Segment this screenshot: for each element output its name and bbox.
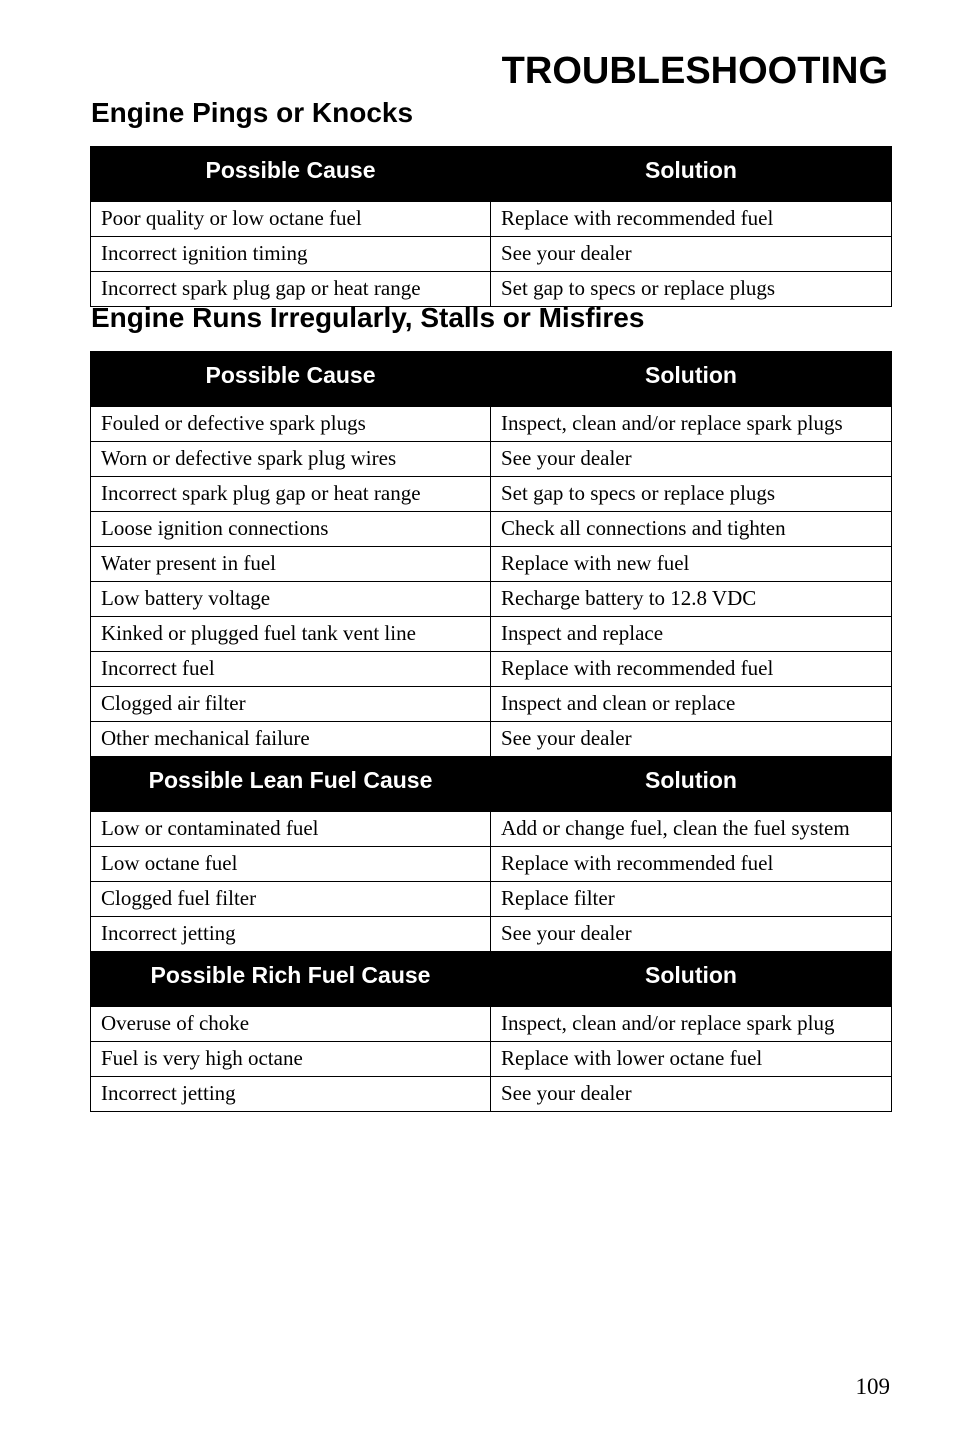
- cause-cell: Water present in fuel: [91, 547, 491, 582]
- column-header-solution: Solution: [491, 352, 892, 407]
- solution-cell: Inspect and clean or replace: [491, 687, 892, 722]
- solution-cell: Inspect, clean and/or replace spark plugs: [491, 407, 892, 442]
- cause-cell: Clogged fuel filter: [91, 882, 491, 917]
- table-row: [91, 512, 892, 547]
- table-row: [91, 1077, 892, 1112]
- column-header-solution: Solution: [491, 952, 892, 1007]
- table-row: [91, 722, 892, 757]
- cause-cell: Incorrect fuel: [91, 652, 491, 687]
- cause-cell: Poor quality or low octane fuel: [91, 202, 491, 237]
- column-header-cause: Possible Rich Fuel Cause: [91, 952, 491, 1007]
- engine-pings-table: [90, 146, 892, 307]
- table-row: [91, 847, 892, 882]
- table-row: [91, 547, 892, 582]
- table-header-row: [91, 147, 892, 202]
- cause-cell: Fuel is very high octane: [91, 1042, 491, 1077]
- cause-cell: Incorrect spark plug gap or heat range: [91, 272, 491, 307]
- solution-cell: See your dealer: [491, 442, 892, 477]
- solution-cell: Inspect, clean and/or replace spark plug: [491, 1007, 892, 1042]
- solution-cell: See your dealer: [491, 1077, 892, 1112]
- solution-cell: Add or change fuel, clean the fuel system: [491, 812, 892, 847]
- cause-cell: Clogged air filter: [91, 687, 491, 722]
- table-row: [91, 1007, 892, 1042]
- table-row: [91, 407, 892, 442]
- solution-cell: See your dealer: [491, 237, 892, 272]
- section-title-engine-runs-irregularly: Engine Runs Irregularly, Stalls or Misfires: [91, 302, 645, 333]
- column-header-cause: Possible Cause: [91, 352, 491, 407]
- table-row: [91, 442, 892, 477]
- table-row: [91, 237, 892, 272]
- cause-cell: Fouled or defective spark plugs: [91, 407, 491, 442]
- solution-cell: Replace filter: [491, 882, 892, 917]
- table-row: [91, 917, 892, 952]
- table-row: [91, 477, 892, 512]
- table-row: [91, 812, 892, 847]
- table-row: [91, 687, 892, 722]
- cause-cell: Incorrect spark plug gap or heat range: [91, 477, 491, 512]
- table-row: [91, 617, 892, 652]
- table-header-row: [91, 952, 892, 1007]
- cause-cell: Low battery voltage: [91, 582, 491, 617]
- cause-cell: Loose ignition connections: [91, 512, 491, 547]
- cause-cell: Incorrect jetting: [91, 1077, 491, 1112]
- column-header-solution: Solution: [491, 757, 892, 812]
- table-row: [91, 652, 892, 687]
- table-row: [91, 882, 892, 917]
- solution-cell: Inspect and replace: [491, 617, 892, 652]
- table-row: [91, 1042, 892, 1077]
- cause-cell: Low octane fuel: [91, 847, 491, 882]
- cause-cell: Incorrect jetting: [91, 917, 491, 952]
- solution-cell: Set gap to specs or replace plugs: [491, 477, 892, 512]
- cause-cell: Low or contaminated fuel: [91, 812, 491, 847]
- table-row: [91, 202, 892, 237]
- solution-cell: Replace with new fuel: [491, 547, 892, 582]
- solution-cell: See your dealer: [491, 722, 892, 757]
- solution-cell: See your dealer: [491, 917, 892, 952]
- cause-cell: Incorrect ignition timing: [91, 237, 491, 272]
- cause-cell: Worn or defective spark plug wires: [91, 442, 491, 477]
- cause-cell: Other mechanical failure: [91, 722, 491, 757]
- section-title-engine-pings: Engine Pings or Knocks: [91, 97, 414, 128]
- table-header-row: [91, 352, 892, 407]
- solution-cell: Replace with recommended fuel: [491, 652, 892, 687]
- solution-cell: Replace with lower octane fuel: [491, 1042, 892, 1077]
- solution-cell: Replace with recommended fuel: [491, 202, 892, 237]
- table-header-row: [91, 757, 892, 812]
- page-number: 109: [855, 1374, 890, 1399]
- cause-cell: Overuse of choke: [91, 1007, 491, 1042]
- engine-runs-irregularly-table: [90, 351, 892, 1112]
- page-title: TROUBLESHOOTING: [501, 50, 888, 92]
- cause-cell: Kinked or plugged fuel tank vent line: [91, 617, 491, 652]
- solution-cell: Set gap to specs or replace plugs: [491, 272, 892, 307]
- solution-cell: Replace with recommended fuel: [491, 847, 892, 882]
- column-header-solution: Solution: [491, 147, 892, 202]
- solution-cell: Recharge battery to 12.8 VDC: [491, 582, 892, 617]
- table-row: [91, 582, 892, 617]
- column-header-cause: Possible Cause: [91, 147, 491, 202]
- column-header-cause: Possible Lean Fuel Cause: [91, 757, 491, 812]
- solution-cell: Check all connections and tighten: [491, 512, 892, 547]
